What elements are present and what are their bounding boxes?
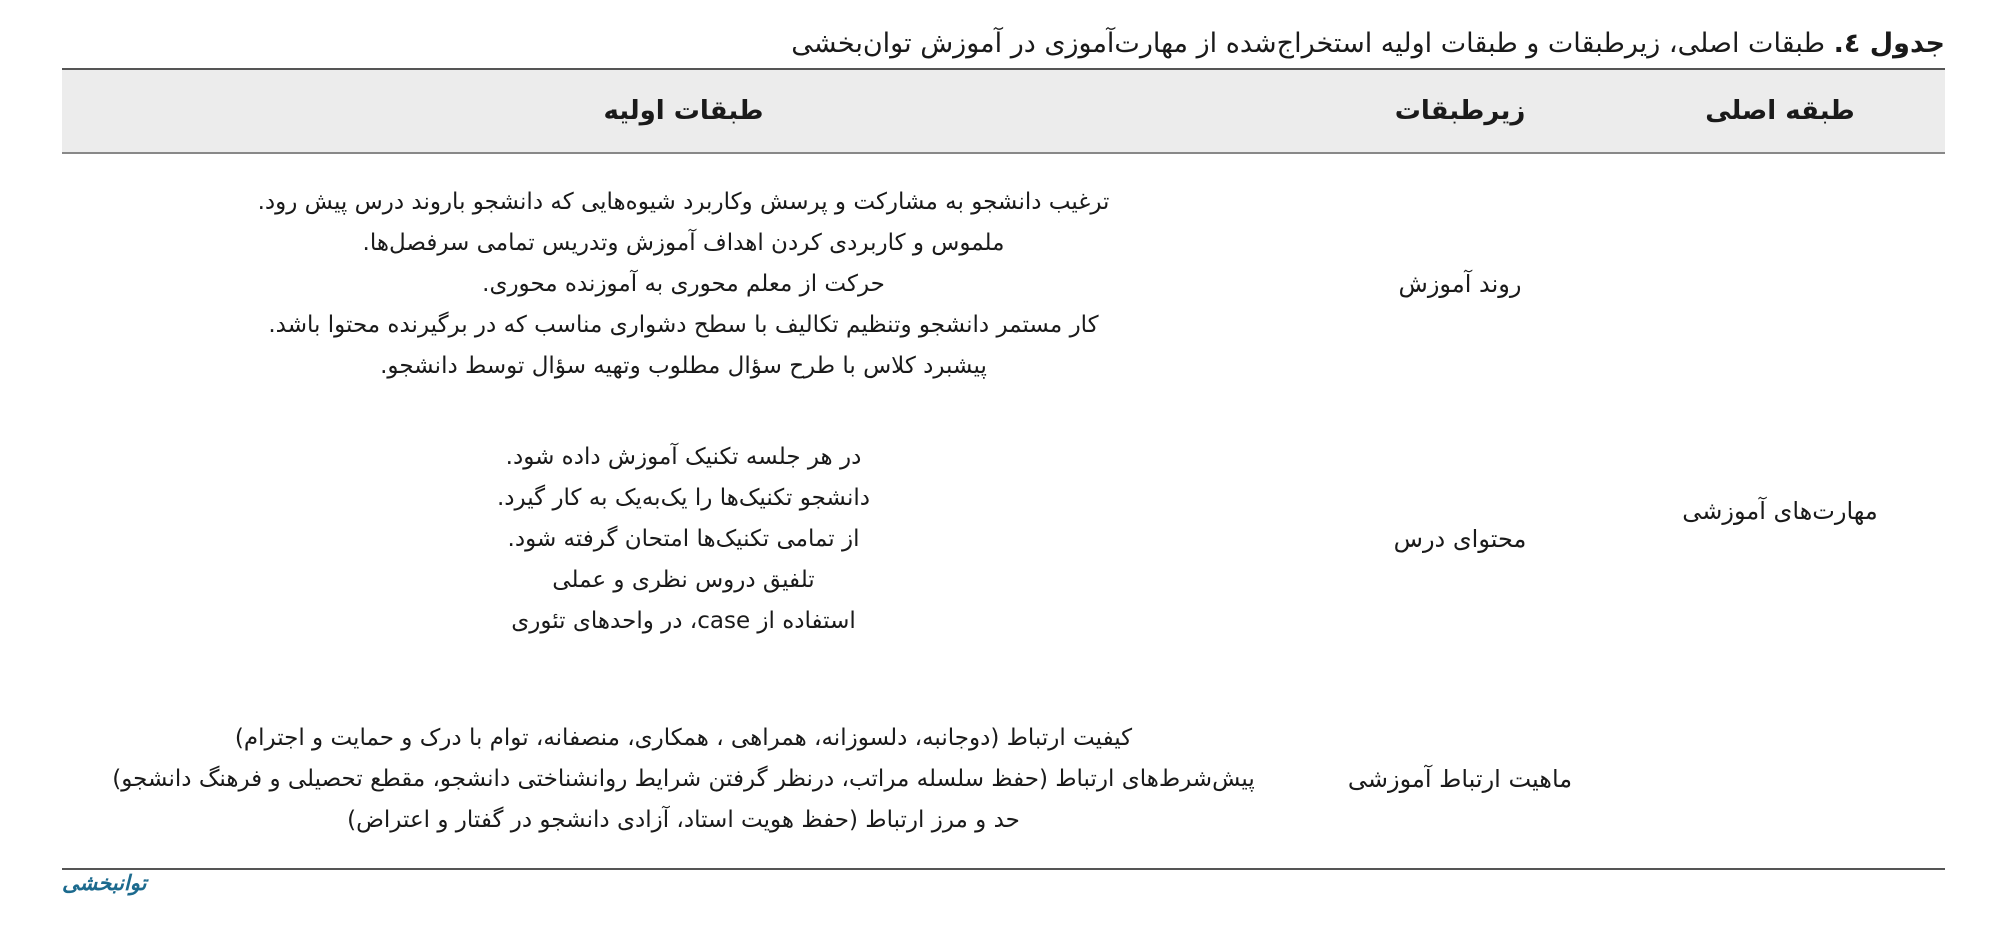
primary-item: ترغیب دانشجو به مشارکت و پرسش وکاربرد شیوه‌هایی که دانشجو باروند درس پیش رود. [257, 188, 1110, 215]
primary-item: دانشجو تکنیک‌ها را یک‌به‌یک به کار گیرد. [497, 484, 870, 511]
primary-item: حرکت از معلم محوری به آموزنده محوری. [482, 270, 885, 297]
subcategory-cell: محتوای درس [1393, 525, 1527, 553]
table-row [62, 184, 1615, 384]
primary-item: پیش‌شرط‌های ارتباط (حفظ سلسله مراتب، درنظر گرفتن شرایط روانشناختی دانشجو، مقطع تحصیلی و فرهنگ دانشجو) [112, 765, 1255, 792]
primary-item: از تمامی تکنیک‌ها امتحان گرفته شود. [507, 525, 860, 552]
primary-item: تلفیق دروس نظری و عملی [552, 566, 815, 593]
table-row [62, 709, 1615, 849]
primary-item: ملموس و کاربردی کردن اهداف آموزش وتدریس تمامی سرفصل‌ها. [362, 229, 1005, 256]
primary-item: استفاده از case، در واحدهای تئوری [511, 607, 856, 634]
header-main-category: طبقه اصلی [1705, 96, 1855, 126]
table-body [62, 154, 1945, 868]
table-bottom-rule [62, 868, 1945, 870]
primary-item: کار مستمر دانشجو وتنظیم تکالیف با سطح دشواری مناسب که در برگیرنده محتوا باشد. [268, 311, 1099, 338]
primary-item: کیفیت ارتباط (دوجانبه، دلسوزانه، همراهی ، همکاری، منصفانه، توام با درک و حمایت و اجترام) [234, 724, 1133, 751]
table-caption [55, 20, 1945, 68]
primary-categories-cell [62, 434, 1305, 644]
table-header-row [62, 70, 1945, 154]
caption-label: جدول ٤. [1833, 28, 1945, 59]
caption-text: طبقات اصلی، زیرطبقات و طبقات اولیه استخراج‌شده از مهارت‌آموزی در آموزش توان‌بخشی [791, 28, 1825, 59]
primary-categories-cell [62, 184, 1305, 384]
categories-table [62, 68, 1945, 870]
subcategory-cell: روند آموزش [1398, 270, 1522, 298]
primary-item: حد و مرز ارتباط (حفظ هویت استاد، آزادی دانشجو در گفتار و اعتراض) [347, 806, 1020, 833]
primary-categories-cell [62, 709, 1305, 849]
header-primary-categories: طبقات اولیه [603, 96, 764, 126]
subcategory-cell: ماهیت ارتباط آموزشی [1347, 765, 1573, 793]
main-category-cell: مهارت‌های آموزشی [1682, 497, 1878, 525]
journal-logo: توانبخشی [62, 871, 147, 895]
primary-item: پیشبرد کلاس با طرح سؤال مطلوب وتهیه سؤال توسط دانشجو. [380, 352, 987, 379]
table-row [62, 434, 1615, 644]
primary-item: در هر جلسه تکنیک آموزش داده شود. [505, 443, 862, 470]
header-subcategories: زیرطبقات [1394, 96, 1526, 126]
